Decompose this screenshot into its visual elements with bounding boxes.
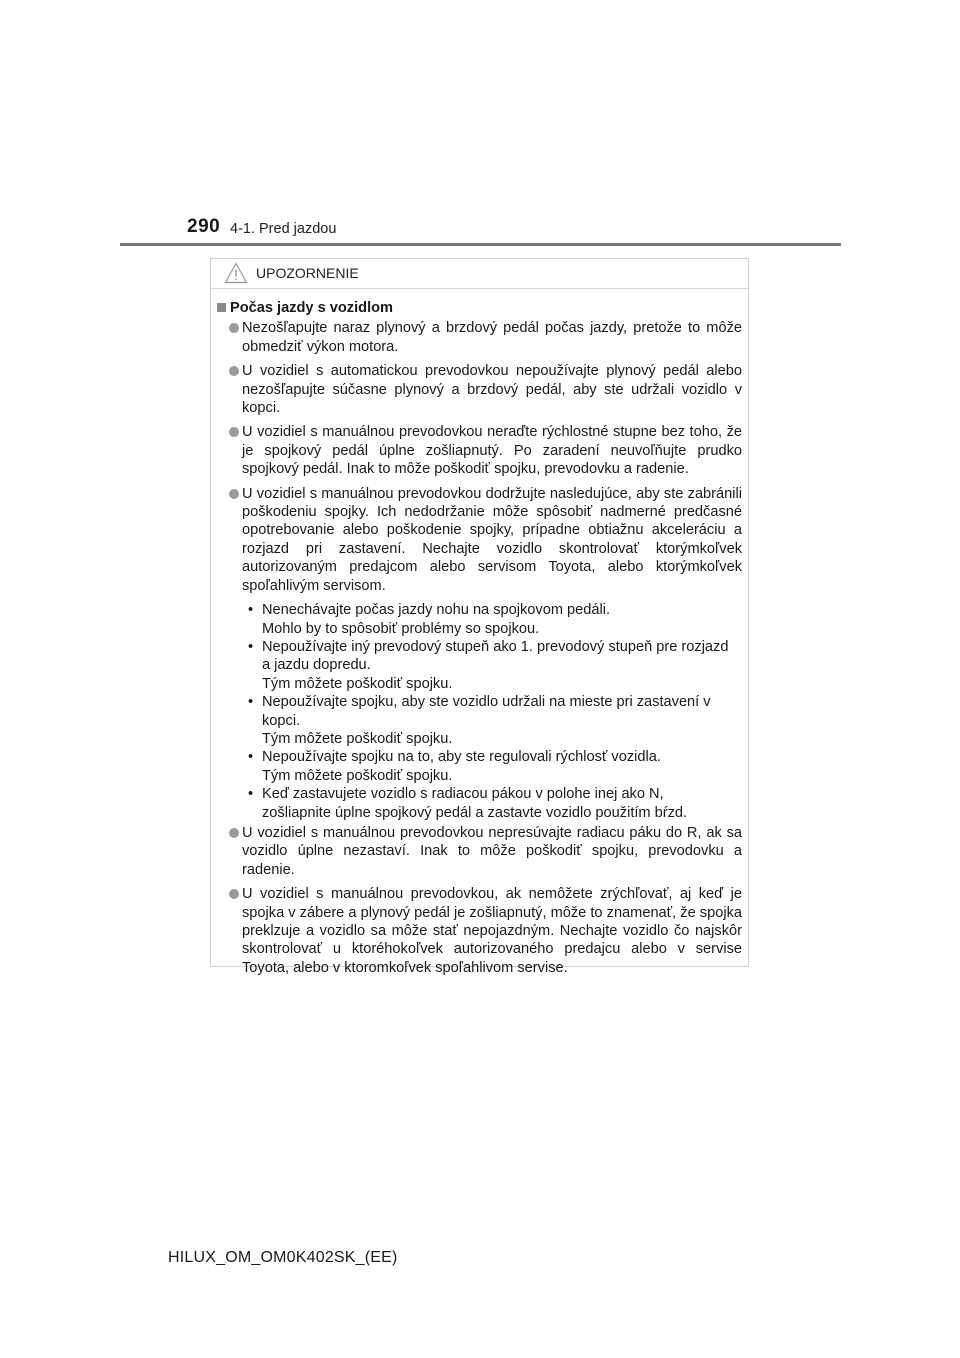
paragraph-text: U vozidiel s manuálnou prevodovkou, ak nemôžete zrýchľovať, aj keď je spojka v zábere a plynový pedál je zošliapnutý, môže to znamenať, že spojka preklzuje a vozidlo sa môže stať nepojazdným. Nechajte vozidlo čo najskôr skontrolovať u ktoréhokoľvek autorizovaného predajcu alebo v servise Toyota, alebo v ktoromkoľvek spoľahlivom servise. (242, 886, 742, 976)
document-code: HILUX_OM_OM0K402SK_(EE) (168, 1249, 398, 1266)
warning-paragraph (216, 824, 742, 879)
list-item-text: Nepoužívajte spojku, aby ste vozidlo udržali na mieste pri zastavení v kopci. (262, 694, 711, 729)
list-item-text: Nepoužívajte iný prevodový stupeň ako 1. prevodový stupeň pre rozjazd a jazdu dopredu. (262, 638, 729, 674)
paragraph-text: Nezošľapujte naraz plynový a brzdový pedál počas jazdy, pretože to môže obmedziť výkon motora. (242, 320, 742, 355)
subheading-text: Počas jazdy s vozidlom (230, 300, 394, 316)
warning-paragraph (216, 885, 742, 977)
list-item-note: Mohlo by to spôsobiť problémy so spojkou. (262, 620, 540, 637)
subheading (216, 299, 742, 317)
bullet-dot: • (248, 638, 254, 655)
warning-paragraph (216, 319, 742, 356)
bullet-dot: • (248, 602, 254, 619)
paragraph-text: U vozidiel s manuálnou prevodovkou neraďte rýchlostné stupne bez toho, že je spojkový pedál úplne zošliapnutý. Po zaradení neuvoľňujte prudko spojkový pedál. Inak to môže poškodiť spojku, prevodovku a radenie. (242, 424, 742, 478)
paragraph-text: U vozidiel s manuálnou prevodovkou nepresúvajte radiacu páku do R, ak sa vozidlo úplne nezastaví. Inak to môže poškodiť spojku, prevodovku a radenie. (242, 824, 742, 878)
bullet-dot: • (248, 786, 254, 803)
square-bullet-icon (217, 303, 226, 312)
header-divider (120, 243, 841, 246)
clutch-rules-list (216, 601, 742, 822)
circle-bullet-icon (229, 366, 239, 376)
warning-box (210, 258, 749, 976)
list-item (216, 748, 742, 785)
paragraph-text: U vozidiel s manuálnou prevodovkou dodržujte nasledujúce, aby ste zabránili poškodeniu spojky. Ich nedodržanie môže spôsobiť nadmerné predčasné opotrebovanie alebo poškodenie spojky, prípadne obtiažnu akceleráciu a rozjazd pri zastavení. Nechajte vozidlo skontrolovať ktorýmkoľvek autorizovaným predajcom alebo servisom Toyota, alebo ktorýmkoľvek spoľahlivým servisom. (242, 485, 742, 594)
list-item-text: Keď zastavujete vozidlo s radiacou pákou v polohe inej ako N, zošliapnite úplne spojkový pedál a zastavte vozidlo použitím bŕzd. (262, 786, 688, 821)
circle-bullet-icon (229, 323, 239, 333)
warning-header (211, 259, 748, 289)
warning-paragraph (216, 362, 742, 417)
list-item-note: Tým môžete poškodiť spojku. (262, 767, 453, 784)
list-item-note: Tým môžete poškodiť spojku. (262, 675, 453, 692)
circle-bullet-icon (229, 427, 239, 437)
circle-bullet-icon (229, 489, 239, 499)
list-item-note: Tým môžete poškodiť spojku. (262, 730, 453, 747)
list-item (216, 693, 742, 748)
section-title: 4-1. Pred jazdou (230, 221, 337, 237)
warning-paragraph (216, 423, 742, 478)
list-item (216, 785, 742, 822)
warning-title: UPOZORNENIE (256, 265, 359, 281)
circle-bullet-icon (229, 828, 239, 838)
page-number: 290 (187, 216, 221, 237)
bullet-dot: • (248, 749, 254, 766)
warning-paragraph (216, 485, 742, 595)
list-item (216, 638, 742, 693)
warning-content (211, 299, 748, 983)
list-item-text: Nenechávajte počas jazdy nohu na spojkovom pedáli. (262, 602, 611, 619)
bullet-dot: • (248, 694, 254, 711)
paragraph-text: U vozidiel s automatickou prevodovkou nepoužívajte plynový pedál alebo nezošľapujte súčasne plynový a brzdový pedál, aby ste udržali vozidlo v kopci. (242, 363, 742, 417)
list-item-text: Nepoužívajte spojku na to, aby ste regulovali rýchlosť vozidla. (262, 749, 661, 766)
warning-triangle-icon (224, 262, 248, 284)
circle-bullet-icon (229, 889, 239, 899)
list-item (216, 601, 742, 638)
